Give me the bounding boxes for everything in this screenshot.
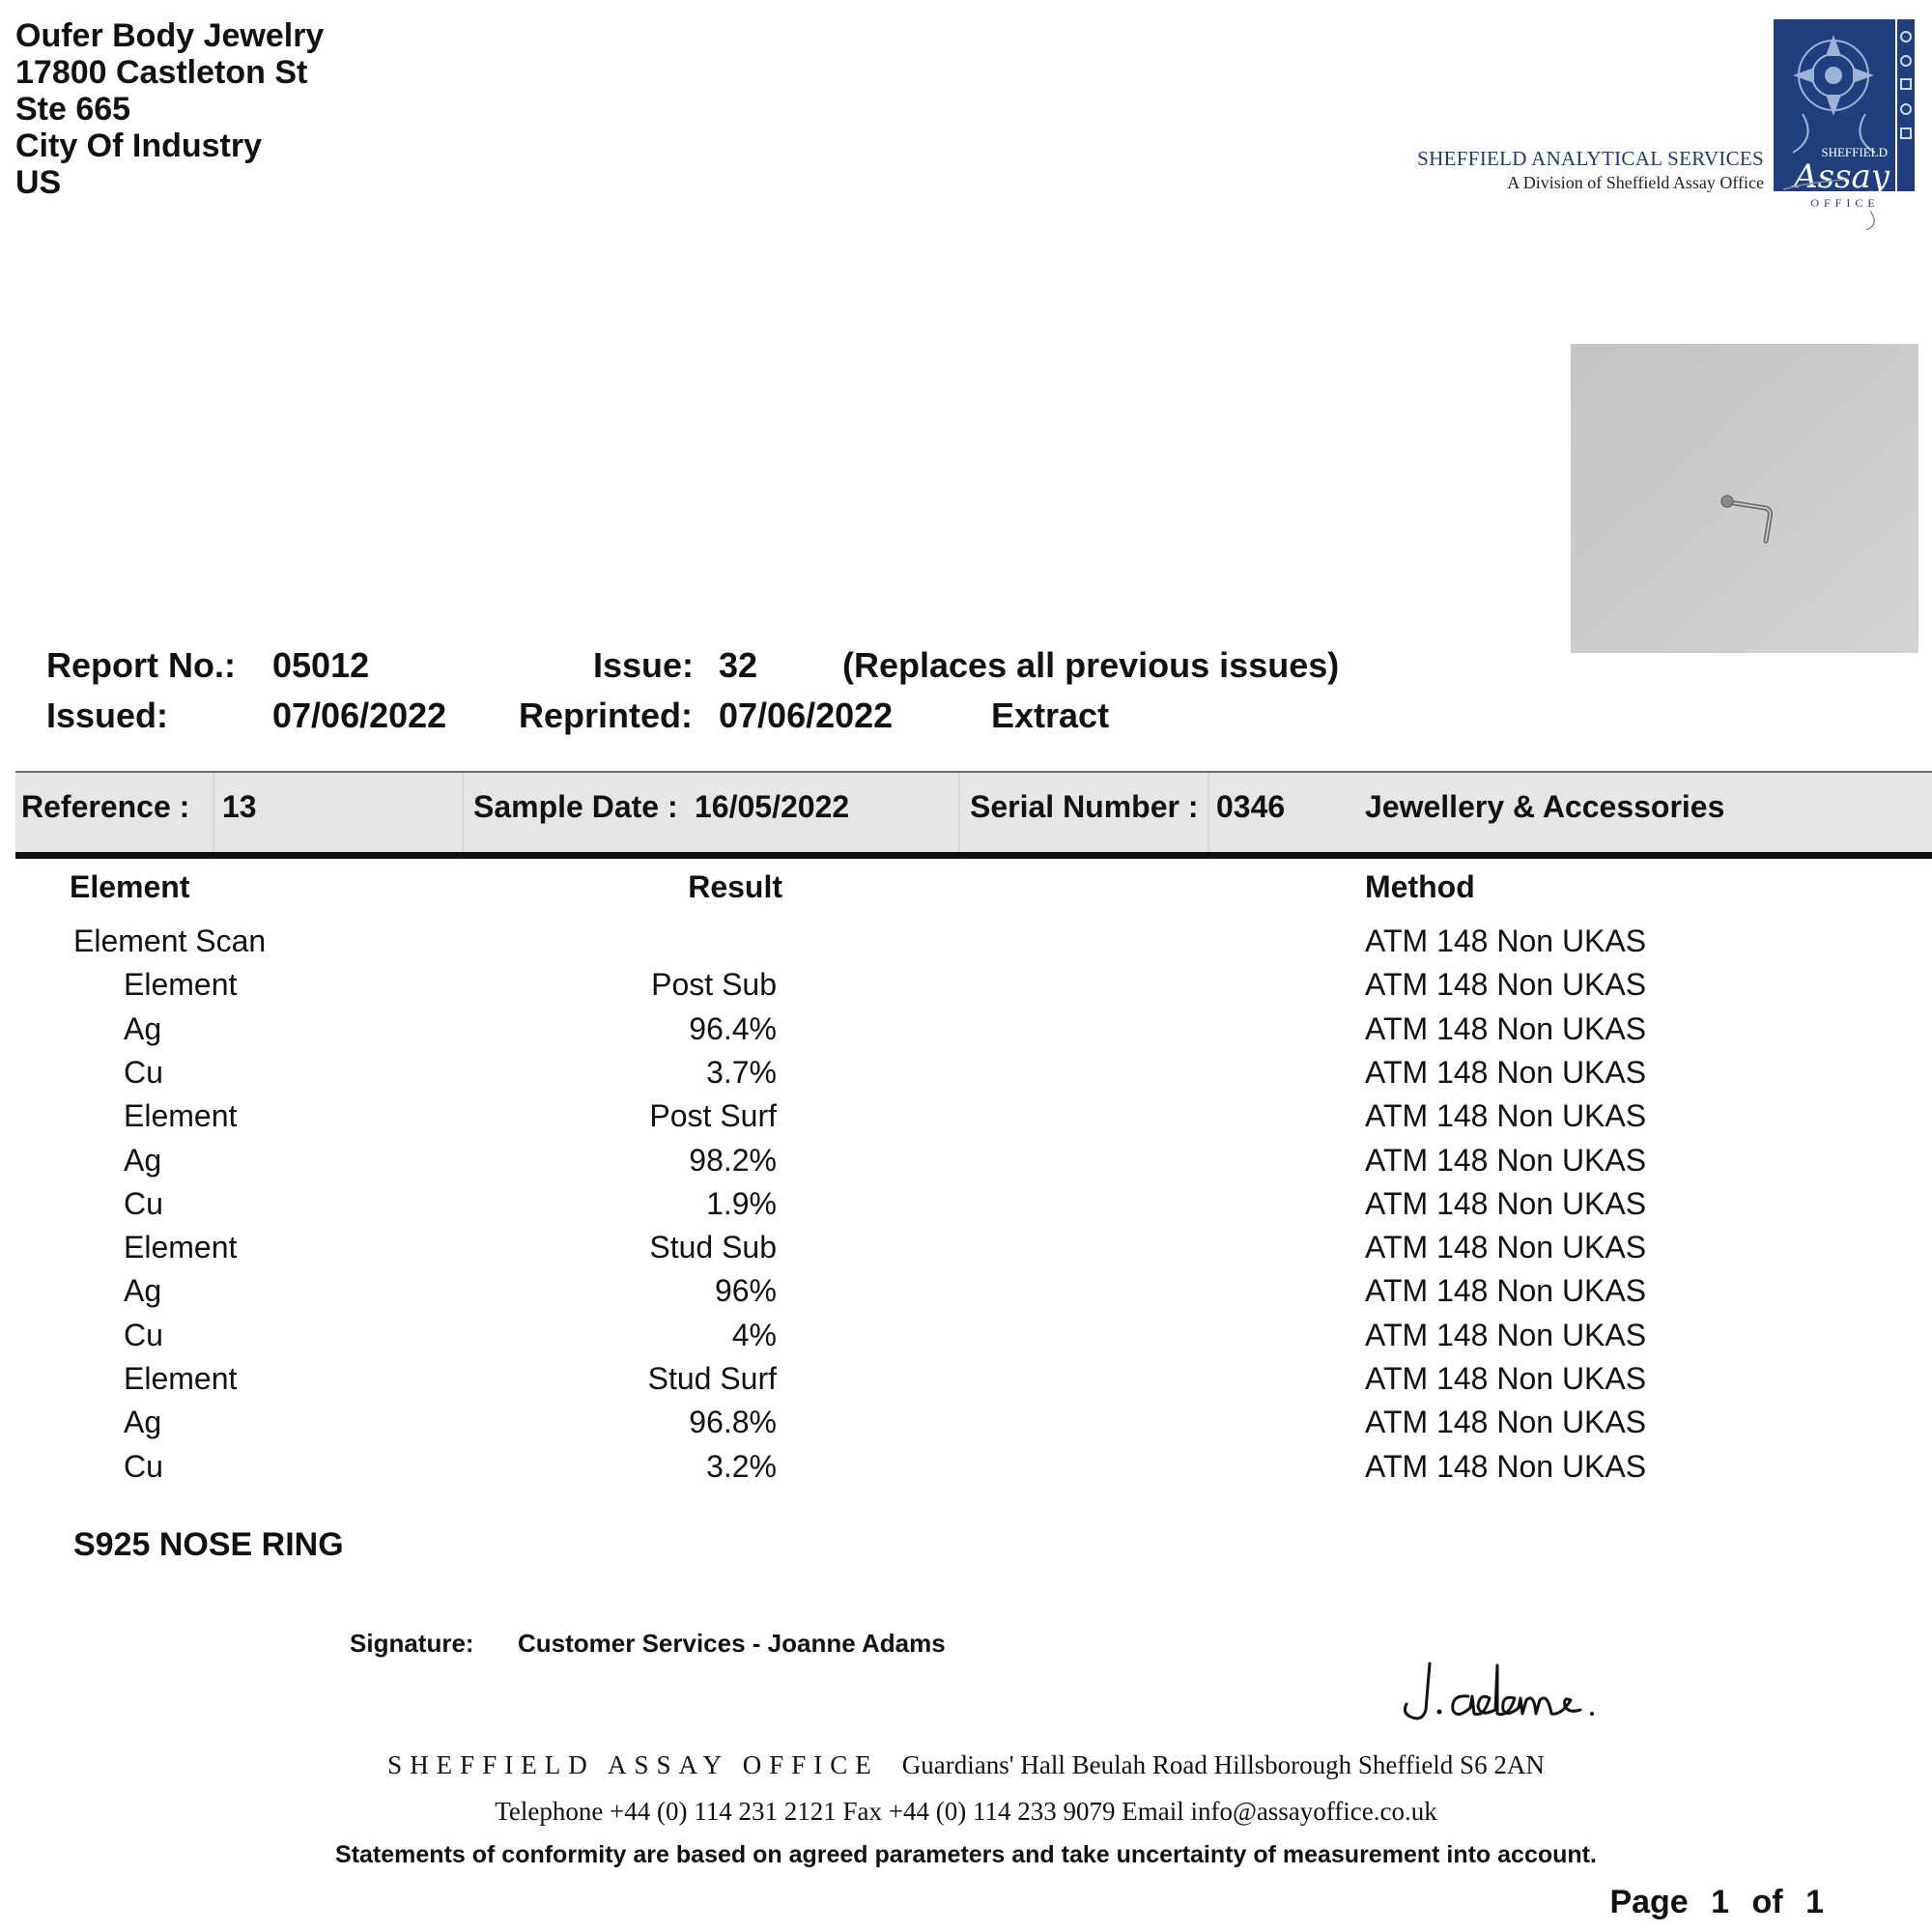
- result-cell: 96.8%: [689, 1405, 777, 1440]
- issued-date: 07/06/2022: [272, 696, 447, 735]
- element-cell: Cu: [124, 1448, 163, 1484]
- signature-label: Signature:: [350, 1629, 474, 1658]
- element-cell: Ag: [124, 1405, 162, 1440]
- result-cell: Stud Surf: [647, 1361, 777, 1396]
- client-country: US: [15, 164, 62, 201]
- issue-number: 32: [719, 645, 758, 685]
- result-cell: 1.9%: [706, 1185, 777, 1221]
- issue-label: Issue:: [593, 645, 695, 685]
- element-cell: Ag: [124, 1273, 162, 1309]
- header-method: Method: [1365, 869, 1475, 904]
- lab-subtitle: A Division of Sheffield Assay Office: [1507, 173, 1764, 192]
- client-name: Oufer Body Jewelry: [15, 17, 325, 54]
- assay-office-logo: [1774, 17, 1917, 230]
- client-address: [15, 17, 324, 201]
- footer-office-name: SHEFFIELD ASSAY OFFICE: [387, 1750, 879, 1779]
- table-row: [0, 1011, 1932, 1055]
- method-cell: ATM 148 Non UKAS: [1365, 1405, 1647, 1440]
- footer-street-address: Guardians' Hall Beulah Road Hillsborough Sheffield S6 2AN: [901, 1750, 1545, 1779]
- header-element: Element: [70, 869, 190, 904]
- lab-name: SHEFFIELD ANALYTICAL SERVICES: [1417, 147, 1764, 170]
- element-cell: Cu: [124, 1317, 163, 1352]
- footer-address: [0, 1750, 1932, 1780]
- table-row: [0, 967, 1932, 1010]
- table-row: [0, 1405, 1932, 1448]
- method-cell: ATM 148 Non UKAS: [1365, 1185, 1647, 1221]
- element-cell: Element Scan: [73, 923, 267, 958]
- result-cell: 3.7%: [706, 1054, 777, 1090]
- element-cell: Ag: [124, 1142, 162, 1178]
- handwritten-signature: [1401, 1660, 1642, 1727]
- serial-number-label: Serial Number :: [970, 789, 1199, 824]
- table-row: [0, 923, 1932, 967]
- method-cell: ATM 148 Non UKAS: [1365, 1054, 1647, 1090]
- table-row: [0, 1143, 1932, 1186]
- result-cell: 98.2%: [689, 1142, 777, 1178]
- page-indicator: [1609, 1884, 1824, 1921]
- method-cell: ATM 148 Non UKAS: [1365, 1230, 1647, 1265]
- table-row: [0, 1186, 1932, 1230]
- product-name: S925 NOSE RING: [73, 1526, 344, 1563]
- table-row: [0, 1361, 1932, 1405]
- table-row: [0, 1318, 1932, 1361]
- table-row: [0, 1230, 1932, 1273]
- header-result: Result: [688, 869, 782, 904]
- method-cell: ATM 148 Non UKAS: [1365, 1273, 1647, 1309]
- signatory-name: Customer Services - Joanne Adams: [518, 1629, 946, 1658]
- element-cell: Element: [124, 1230, 238, 1265]
- client-city: City Of Industry: [15, 128, 263, 164]
- category-label: Jewellery & Accessories: [1365, 789, 1725, 824]
- table-row: [0, 1098, 1932, 1142]
- element-cell: Cu: [124, 1054, 163, 1090]
- result-cell: 4%: [731, 1317, 777, 1352]
- method-cell: ATM 148 Non UKAS: [1365, 1142, 1647, 1178]
- result-cell: Post Surf: [649, 1098, 777, 1134]
- replaces-note: (Replaces all previous issues): [842, 645, 1340, 685]
- method-cell: ATM 148 Non UKAS: [1365, 1317, 1647, 1352]
- client-address-line1: 17800 Castleton St: [15, 54, 308, 91]
- element-cell: Cu: [124, 1185, 163, 1221]
- serial-number-value: 0346: [1216, 789, 1286, 824]
- result-cell: 96%: [714, 1273, 777, 1309]
- method-cell: ATM 148 Non UKAS: [1365, 1098, 1647, 1134]
- report-no-label: Report No.:: [46, 645, 236, 685]
- sample-date-value: 16/05/2022: [695, 789, 850, 824]
- result-cell: Post Sub: [651, 967, 777, 1003]
- page-current: 1: [1711, 1884, 1730, 1920]
- table-row: [0, 1449, 1932, 1492]
- element-cell: Ag: [124, 1010, 162, 1046]
- element-cell: Element: [124, 1361, 238, 1396]
- page-label: Page: [1609, 1884, 1689, 1920]
- client-address-line2: Ste 665: [15, 91, 131, 128]
- method-cell: ATM 148 Non UKAS: [1365, 967, 1647, 1003]
- result-cell: 96.4%: [689, 1010, 777, 1046]
- page-total: 1: [1805, 1884, 1824, 1920]
- method-cell: ATM 148 Non UKAS: [1365, 1361, 1647, 1396]
- page-of-label: of: [1751, 1884, 1783, 1920]
- reprinted-label: Reprinted:: [519, 696, 693, 735]
- result-cell: 3.2%: [706, 1448, 777, 1484]
- method-cell: ATM 148 Non UKAS: [1365, 1448, 1647, 1484]
- logo-text-bottom: OFFICE: [1810, 196, 1880, 210]
- element-cell: Element: [124, 1098, 238, 1134]
- issued-label: Issued:: [46, 696, 169, 735]
- reprinted-date: 07/06/2022: [719, 696, 894, 735]
- reference-value: 13: [222, 789, 257, 824]
- element-cell: Element: [124, 967, 238, 1003]
- extract-label: Extract: [991, 696, 1110, 735]
- conformity-statement: Statements of conformity are based on agreed parameters and take uncertainty of measurement into account.: [335, 1841, 1597, 1868]
- result-cell: Stud Sub: [649, 1230, 777, 1265]
- sample-photo: [1571, 344, 1918, 653]
- reference-label: Reference :: [21, 789, 190, 824]
- logo-text-script: Assay: [1794, 157, 1889, 196]
- method-cell: ATM 148 Non UKAS: [1365, 923, 1647, 958]
- report-no: 05012: [272, 645, 370, 685]
- footer-contact: Telephone +44 (0) 114 231 2121 Fax +44 (0) 114 233 9079 Email info@assayoffice.co.uk: [495, 1797, 1437, 1826]
- sample-date-label: Sample Date :: [473, 789, 678, 824]
- method-cell: ATM 148 Non UKAS: [1365, 1010, 1647, 1046]
- logo-text-top: SHEFFIELD: [1821, 145, 1888, 159]
- table-row: [0, 1055, 1932, 1098]
- table-row: [0, 1273, 1932, 1317]
